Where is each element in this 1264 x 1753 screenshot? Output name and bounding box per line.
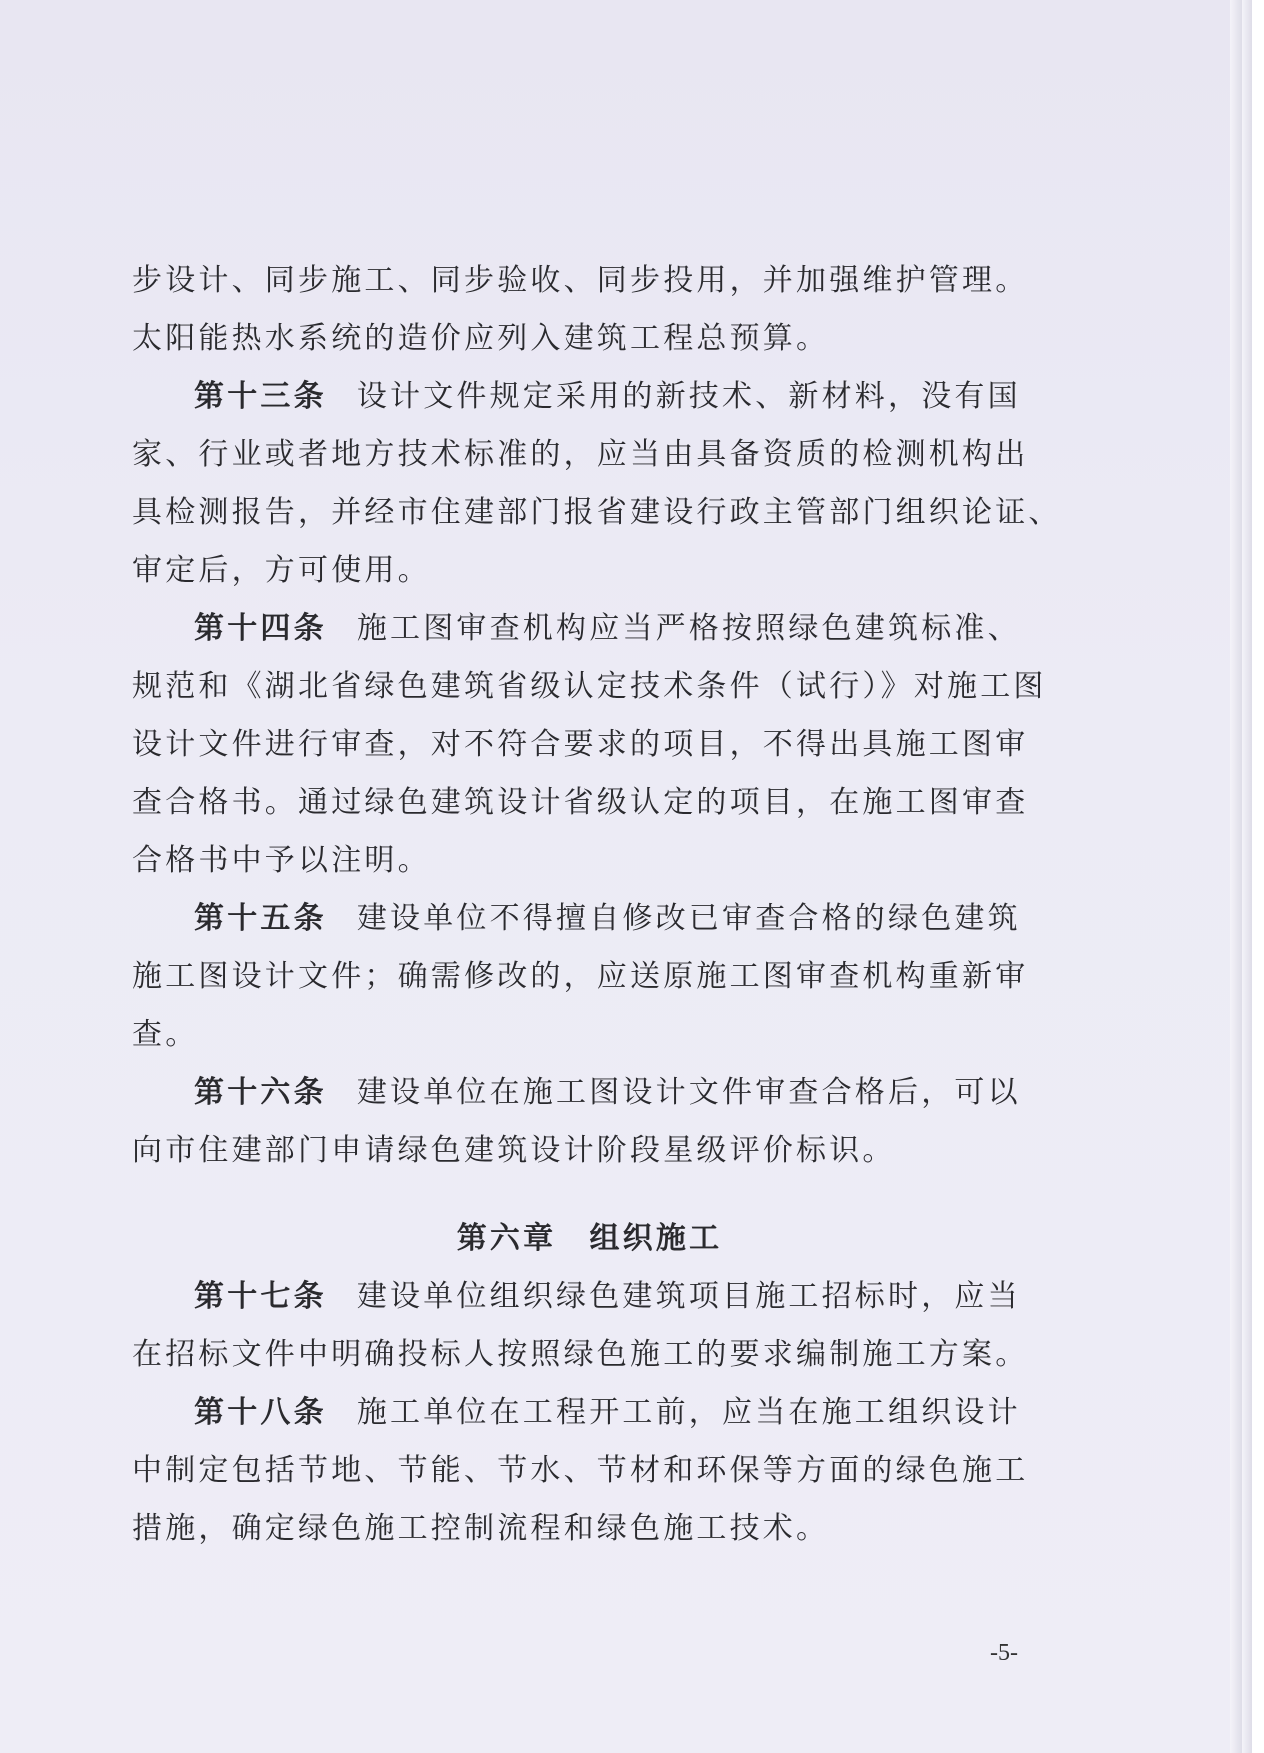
article-17-first-line bbox=[132, 1268, 1047, 1326]
text-line: 查合格书。通过绿色建筑设计省级认定的项目，在施工图审查 bbox=[132, 785, 1029, 820]
text-line: 具检测报告，并经市住建部门报省建设行政主管部门组织论证、 bbox=[132, 495, 1062, 530]
text-line: 施工图设计文件；确需修改的，应送原施工图审查机构重新审 bbox=[132, 959, 1029, 994]
text-line: 步设计、同步施工、同步验收、同步投用，并加强维护管理。 bbox=[132, 263, 1029, 298]
article-17-heading: 第十七条 bbox=[194, 1279, 327, 1314]
text-line: 查。 bbox=[132, 1017, 199, 1052]
text-line: 家、行业或者地方技术标准的，应当由具备资质的检测机构出 bbox=[132, 437, 1029, 472]
text-line: 建设单位组织绿色建筑项目施工招标时，应当 bbox=[356, 1279, 1021, 1314]
text-line: 规范和《湖北省绿色建筑省级认定技术条件（试行）》对施工图 bbox=[132, 669, 1047, 704]
text-line: 太阳能热水系统的造价应列入建筑工程总预算。 bbox=[132, 321, 830, 356]
page-edge bbox=[1242, 0, 1252, 1753]
article-14-first-line bbox=[132, 600, 1047, 658]
chapter-title: 第六章 组织施工 bbox=[456, 1221, 723, 1256]
article-16-heading: 第十六条 bbox=[194, 1075, 327, 1110]
article-16-first-line bbox=[132, 1064, 1047, 1122]
article-18-heading: 第十八条 bbox=[194, 1395, 327, 1430]
page-edge bbox=[1230, 0, 1242, 1753]
text-line: 设计文件进行审查，对不符合要求的项目，不得出具施工图审 bbox=[132, 727, 1029, 762]
text-line: 向市住建部门申请绿色建筑设计阶段星级评价标识。 bbox=[132, 1133, 896, 1168]
page-number: -5- bbox=[990, 1640, 1018, 1666]
article-18-first-line bbox=[132, 1384, 1047, 1442]
text-line: 建设单位在施工图设计文件审查合格后，可以 bbox=[356, 1075, 1021, 1110]
text-line: 合格书中予以注明。 bbox=[132, 843, 431, 878]
text-line: 建设单位不得擅自修改已审查合格的绿色建筑 bbox=[356, 901, 1021, 936]
article-13-heading: 第十三条 bbox=[194, 379, 327, 414]
text-line: 措施，确定绿色施工控制流程和绿色施工技术。 bbox=[132, 1511, 830, 1546]
article-14-heading: 第十四条 bbox=[194, 611, 327, 646]
text-line: 设计文件规定采用的新技术、新材料，没有国 bbox=[356, 379, 1021, 414]
article-15-first-line bbox=[132, 890, 1047, 948]
document-body bbox=[132, 252, 1062, 1558]
text-line: 审定后，方可使用。 bbox=[132, 553, 431, 588]
text-line: 在招标文件中明确投标人按照绿色施工的要求编制施工方案。 bbox=[132, 1337, 1029, 1372]
article-15-heading: 第十五条 bbox=[194, 901, 327, 936]
text-line: 施工图审查机构应当严格按照绿色建筑标准、 bbox=[356, 611, 1021, 646]
text-line: 中制定包括节地、节能、节水、节材和环保等方面的绿色施工 bbox=[132, 1453, 1029, 1488]
article-13-first-line bbox=[132, 368, 1047, 426]
text-line: 施工单位在工程开工前，应当在施工组织设计 bbox=[356, 1395, 1021, 1430]
